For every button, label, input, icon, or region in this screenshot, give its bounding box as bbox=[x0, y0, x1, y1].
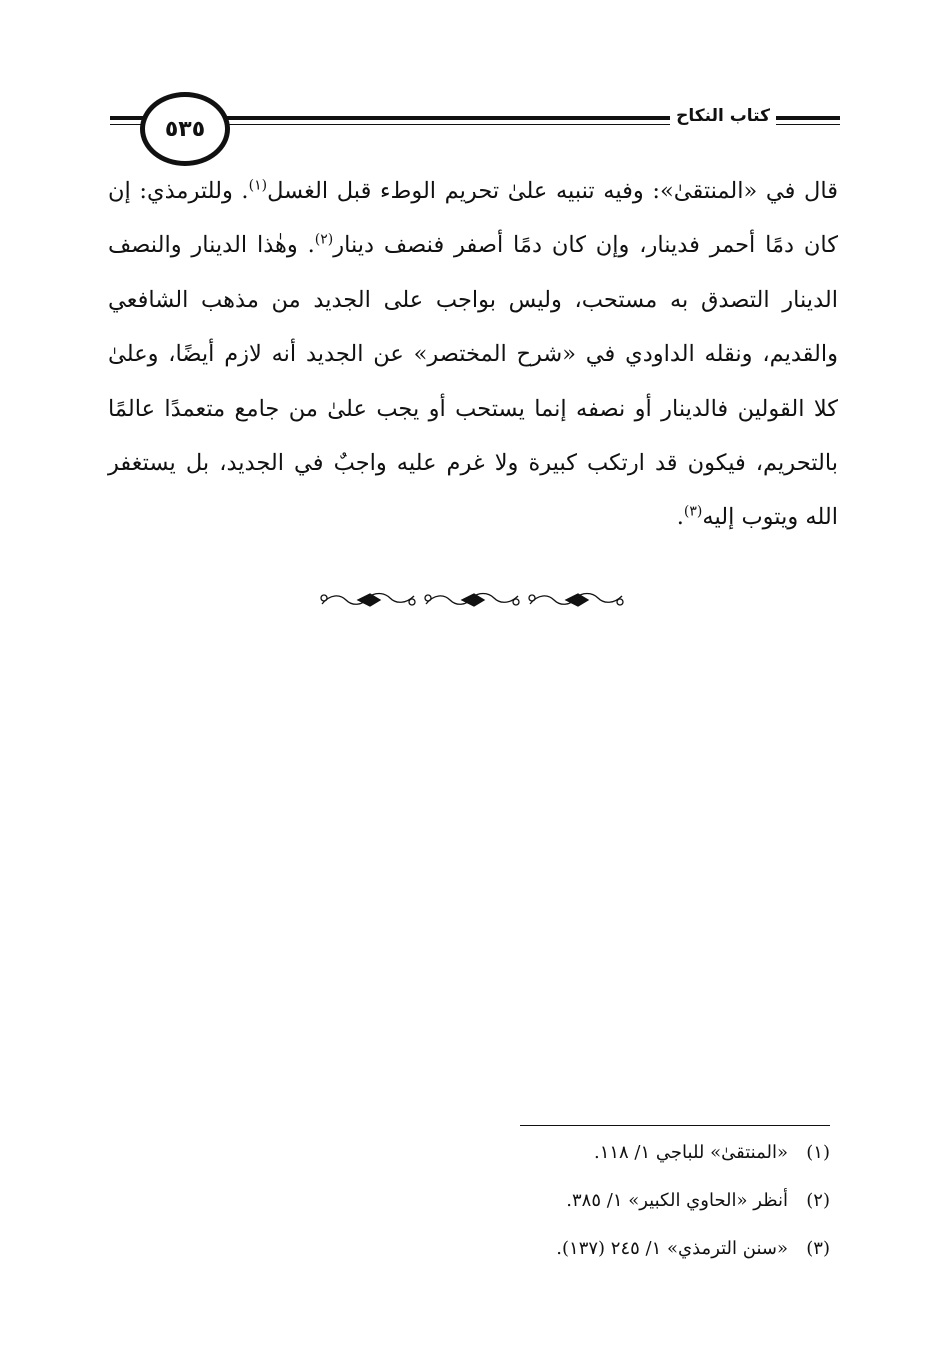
chapter-title: كتاب النكاح bbox=[670, 106, 776, 126]
footnote-item bbox=[400, 1186, 830, 1234]
footnote-number: (٢) bbox=[806, 1190, 830, 1211]
main-text bbox=[108, 164, 838, 545]
footnote-ref-1: (١) bbox=[248, 177, 268, 194]
paragraph bbox=[108, 164, 838, 545]
footnote-text: «المنتقىٰ» للباجي ١/ ١١٨. bbox=[593, 1142, 788, 1163]
footnote-item bbox=[400, 1234, 830, 1282]
footnote-text: أنظر «الحاوي الكبير» ١/ ٣٨٥. bbox=[566, 1190, 788, 1211]
text-segment: . وهٰذا الدينار والنصف الدينار التصدق به مستحب، وليس بواجب على الجديد من مذهب الشافعي والقديم، ونقله الداودي في «شرح المختصر» عن الجديد أنه لازم أيضًا، وعلىٰ كلا القولين فالدينار أو نصفه إنما يستحب أو يجب علىٰ من جامع متعمدًا عالمًا بالتحريم، فيكون قد ارتكب كبيرة ولا غرم عليه واجبٌ في الجديد، بل يستغفر الله ويتوب إليه bbox=[108, 232, 838, 531]
page-header bbox=[100, 88, 840, 164]
footnote-number: (٣) bbox=[806, 1238, 830, 1259]
text-segment: . bbox=[676, 504, 684, 531]
page-number: ٥٣٥ bbox=[164, 116, 206, 142]
footnote-ref-2: (٢) bbox=[314, 231, 334, 248]
section-divider-ornament bbox=[318, 586, 624, 614]
footnote-separator bbox=[520, 1125, 830, 1126]
footnote-ref-3: (٣) bbox=[683, 503, 703, 520]
footnote-item bbox=[400, 1138, 830, 1186]
page-number-badge bbox=[140, 92, 230, 166]
footnote-text: «سنن الترمذي» ١/ ٢٤٥ (١٣٧). bbox=[556, 1238, 788, 1259]
text-segment: قال في «المنتقىٰ»: وفيه تنبيه علىٰ تحريم الوطء قبل الغسل bbox=[267, 178, 838, 204]
text-segment: . وللترمذي: إن كان دمًا أحمر فدينار، وإن كان دمًا أصفر فنصف دينار bbox=[108, 178, 838, 259]
footnote-number: (١) bbox=[806, 1142, 830, 1163]
footnotes bbox=[400, 1138, 830, 1282]
